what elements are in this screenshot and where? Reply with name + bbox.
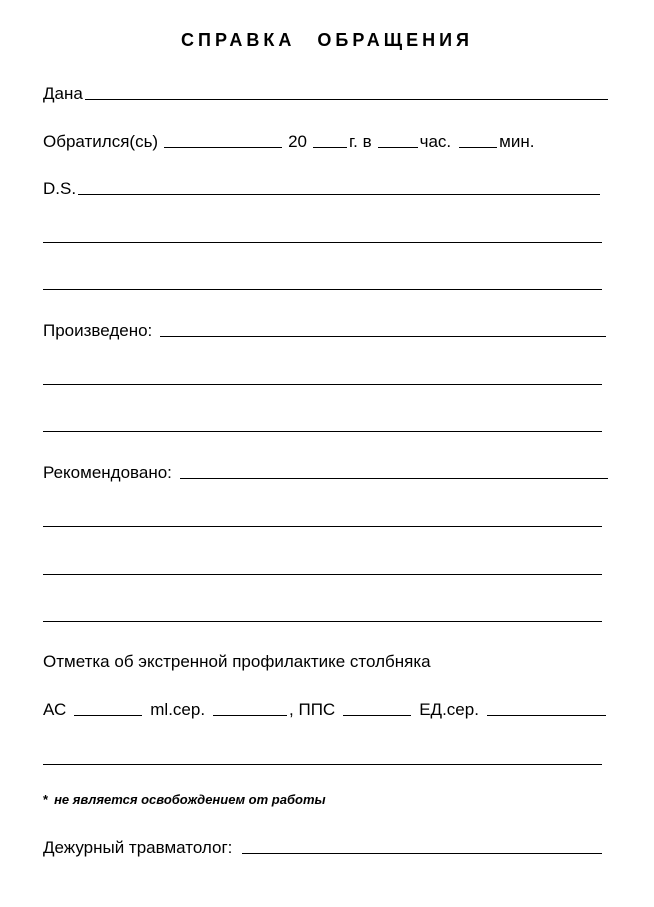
ml-ser-field[interactable]: [213, 697, 287, 716]
ds-label: D.S.: [43, 179, 77, 198]
footnote-star: *: [43, 792, 49, 807]
given-row: [43, 78, 610, 104]
hours-field[interactable]: [378, 129, 418, 148]
ds-line-3[interactable]: [43, 289, 602, 290]
ed-ser-field[interactable]: [487, 697, 606, 716]
recommended-line-2[interactable]: [43, 526, 602, 527]
doctor-signature-field[interactable]: [242, 835, 602, 854]
performed-line-2[interactable]: [43, 384, 602, 385]
doctor-label: Дежурный травматолог:: [43, 838, 233, 857]
tetanus-details-row: [43, 694, 608, 720]
ds-row: [43, 173, 602, 199]
page-title: [0, 30, 654, 51]
pps-field[interactable]: [343, 697, 411, 716]
applied-label: Обратился(сь): [43, 132, 159, 151]
given-field[interactable]: [85, 81, 608, 100]
year-suffix: г. в: [349, 132, 372, 151]
doctor-row: [43, 832, 604, 858]
title-word-1: СПРАВКА: [181, 30, 296, 50]
recommended-line-3[interactable]: [43, 574, 602, 575]
minutes-field[interactable]: [459, 129, 497, 148]
footnote: [43, 792, 326, 807]
pps-label: , ППС: [289, 700, 336, 719]
recommended-label: Рекомендовано:: [43, 463, 172, 482]
performed-field[interactable]: [160, 318, 606, 337]
footnote-text: не является освобождением от работы: [54, 792, 326, 807]
minutes-label: мин.: [499, 132, 535, 151]
performed-label: Произведено:: [43, 321, 153, 340]
as-label: АС: [43, 700, 67, 719]
performed-line-3[interactable]: [43, 431, 602, 432]
as-field[interactable]: [74, 697, 142, 716]
tetanus-row: [43, 646, 610, 672]
recommended-line-4[interactable]: [43, 621, 602, 622]
ml-ser-label: ml.сер.: [150, 700, 206, 719]
ed-ser-label: ЕД.сер.: [419, 700, 479, 719]
applied-date-field[interactable]: [164, 129, 282, 148]
performed-row: [43, 315, 608, 341]
hours-label: час.: [419, 132, 452, 151]
recommended-field[interactable]: [180, 460, 608, 479]
given-label: Дана: [43, 84, 83, 103]
title-word-2: ОБРАЩЕНИЯ: [317, 30, 473, 50]
tetanus-line-2[interactable]: [43, 764, 602, 765]
tetanus-label: Отметка об экстренной профилактике столбняка: [43, 652, 431, 671]
ds-field[interactable]: [78, 176, 600, 195]
applied-row: [43, 126, 604, 152]
ds-line-2[interactable]: [43, 242, 602, 243]
recommended-row: [43, 457, 610, 483]
year-prefix: 20: [288, 132, 308, 151]
year-field[interactable]: [313, 129, 347, 148]
